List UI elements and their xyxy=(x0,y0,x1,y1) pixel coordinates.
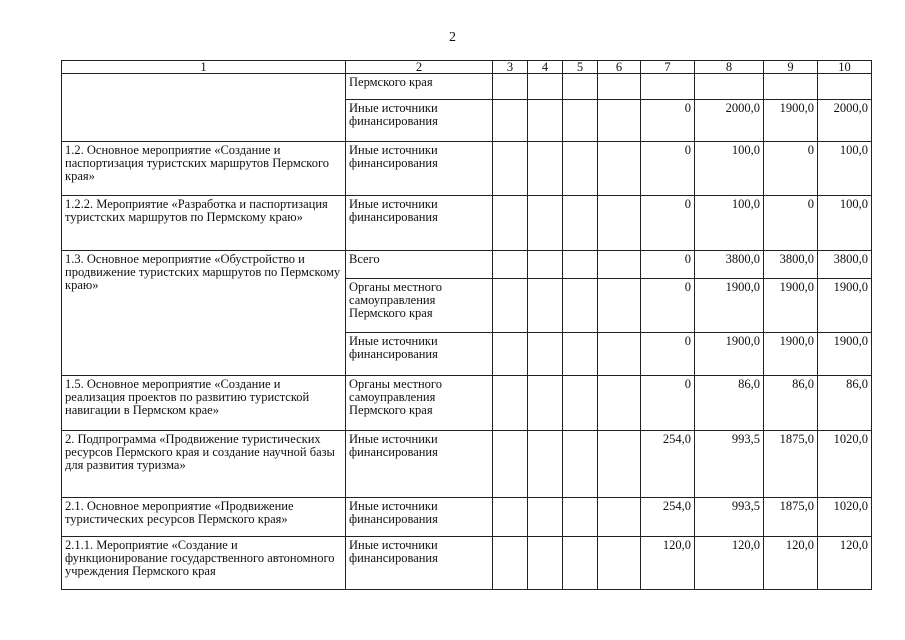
empty-cell xyxy=(598,431,641,498)
value-cell-7: 0 xyxy=(641,251,695,279)
value-cell-7: 0 xyxy=(641,142,695,196)
col-header: 9 xyxy=(764,61,818,74)
value-cell-7: 0 xyxy=(641,100,695,142)
value-cell-10: 1900,0 xyxy=(818,333,872,376)
empty-cell xyxy=(528,333,563,376)
empty-cell xyxy=(598,142,641,196)
value-cell-8: 993,5 xyxy=(695,431,764,498)
source-cell: Иные источники финансирования xyxy=(346,142,493,196)
value-cell-9: 1875,0 xyxy=(764,431,818,498)
value-cell-8: 993,5 xyxy=(695,498,764,537)
activity-cell xyxy=(62,74,346,142)
col-header: 10 xyxy=(818,61,872,74)
activity-cell: 1.5. Основное мероприятие «Создание и реализация проектов по развитию туристской навигации в Пермском крае» xyxy=(62,376,346,431)
page-number: 2 xyxy=(449,30,456,45)
source-cell: Иные источники финансирования xyxy=(346,537,493,590)
value-cell-7: 0 xyxy=(641,279,695,333)
value-cell-7: 254,0 xyxy=(641,431,695,498)
value-cell-8: 1900,0 xyxy=(695,333,764,376)
col-header: 5 xyxy=(563,61,598,74)
empty-cell xyxy=(598,333,641,376)
empty-cell xyxy=(528,537,563,590)
table-row xyxy=(62,537,872,590)
empty-cell xyxy=(528,498,563,537)
empty-cell xyxy=(563,196,598,251)
empty-cell xyxy=(528,431,563,498)
empty-cell xyxy=(598,376,641,431)
activity-cell: 2.1. Основное мероприятие «Продвижение туристических ресурсов Пермского края» xyxy=(62,498,346,537)
col-header: 4 xyxy=(528,61,563,74)
table-row xyxy=(62,431,872,498)
value-cell-10: 1020,0 xyxy=(818,498,872,537)
source-cell: Иные источники финансирования xyxy=(346,100,493,142)
table-row xyxy=(62,74,872,100)
activity-cell: 2. Подпрограмма «Продвижение туристических ресурсов Пермского края и создание научной базы для развития туризма» xyxy=(62,431,346,498)
value-cell-9: 3800,0 xyxy=(764,251,818,279)
empty-cell xyxy=(598,279,641,333)
value-cell-10: 3800,0 xyxy=(818,251,872,279)
value-cell-9: 1900,0 xyxy=(764,279,818,333)
col-header: 7 xyxy=(641,61,695,74)
empty-cell xyxy=(528,74,563,100)
value-cell-10: 2000,0 xyxy=(818,100,872,142)
value-cell-9: 1900,0 xyxy=(764,333,818,376)
value-cell-10: 1020,0 xyxy=(818,431,872,498)
empty-cell xyxy=(563,537,598,590)
empty-cell xyxy=(528,251,563,279)
value-cell-9: 1900,0 xyxy=(764,100,818,142)
empty-cell xyxy=(563,74,598,100)
empty-cell xyxy=(528,142,563,196)
value-cell-8: 2000,0 xyxy=(695,100,764,142)
empty-cell xyxy=(598,74,641,100)
activity-cell: 1.2.2. Мероприятие «Разработка и паспортизация туристских маршрутов по Пермскому краю» xyxy=(62,196,346,251)
source-cell: Иные источники финансирования xyxy=(346,498,493,537)
value-cell-8: 86,0 xyxy=(695,376,764,431)
empty-cell xyxy=(493,74,528,100)
empty-cell xyxy=(528,196,563,251)
value-cell-8: 1900,0 xyxy=(695,279,764,333)
table-row xyxy=(62,498,872,537)
source-cell: Иные источники финансирования xyxy=(346,431,493,498)
empty-cell xyxy=(493,196,528,251)
value-cell-7: 0 xyxy=(641,333,695,376)
empty-cell xyxy=(563,431,598,498)
empty-cell xyxy=(493,142,528,196)
empty-cell xyxy=(563,498,598,537)
empty-cell xyxy=(598,537,641,590)
value-cell-8: 120,0 xyxy=(695,537,764,590)
value-cell-10 xyxy=(818,74,872,100)
value-cell-8: 3800,0 xyxy=(695,251,764,279)
empty-cell xyxy=(493,376,528,431)
value-cell-9: 86,0 xyxy=(764,376,818,431)
value-cell-8: 100,0 xyxy=(695,142,764,196)
source-cell: Всего xyxy=(346,251,493,279)
source-cell: Органы местного самоуправления Пермского края xyxy=(346,279,493,333)
empty-cell xyxy=(528,279,563,333)
table-row xyxy=(62,376,872,431)
col-header: 8 xyxy=(695,61,764,74)
value-cell-10: 120,0 xyxy=(818,537,872,590)
value-cell-9: 0 xyxy=(764,196,818,251)
value-cell-7: 0 xyxy=(641,376,695,431)
empty-cell xyxy=(563,279,598,333)
value-cell-7: 120,0 xyxy=(641,537,695,590)
empty-cell xyxy=(493,537,528,590)
empty-cell xyxy=(493,100,528,142)
empty-cell xyxy=(528,376,563,431)
empty-cell xyxy=(598,251,641,279)
table-row xyxy=(62,251,872,279)
header-row xyxy=(62,61,872,74)
value-cell-7: 254,0 xyxy=(641,498,695,537)
value-cell-8: 100,0 xyxy=(695,196,764,251)
source-cell: Пермского края xyxy=(346,74,493,100)
value-cell-7 xyxy=(641,74,695,100)
value-cell-10: 100,0 xyxy=(818,196,872,251)
empty-cell xyxy=(493,498,528,537)
value-cell-9 xyxy=(764,74,818,100)
value-cell-10: 86,0 xyxy=(818,376,872,431)
financing-table xyxy=(61,60,872,590)
col-header: 1 xyxy=(62,61,346,74)
value-cell-9: 1875,0 xyxy=(764,498,818,537)
empty-cell xyxy=(563,333,598,376)
source-cell: Иные источники финансирования xyxy=(346,196,493,251)
activity-cell: 1.2. Основное мероприятие «Создание и паспортизация туристских маршрутов Пермского края» xyxy=(62,142,346,196)
col-header: 6 xyxy=(598,61,641,74)
empty-cell xyxy=(493,333,528,376)
value-cell-9: 0 xyxy=(764,142,818,196)
value-cell-9: 120,0 xyxy=(764,537,818,590)
table-row xyxy=(62,196,872,251)
empty-cell xyxy=(528,100,563,142)
source-cell: Органы местного самоуправления Пермского края xyxy=(346,376,493,431)
value-cell-8 xyxy=(695,74,764,100)
empty-cell xyxy=(598,100,641,142)
empty-cell xyxy=(493,279,528,333)
value-cell-7: 0 xyxy=(641,196,695,251)
empty-cell xyxy=(563,142,598,196)
col-header: 2 xyxy=(346,61,493,74)
activity-cell: 2.1.1. Мероприятие «Создание и функционирование государственного автономного учреждения Пермского края xyxy=(62,537,346,590)
source-cell: Иные источники финансирования xyxy=(346,333,493,376)
empty-cell xyxy=(563,100,598,142)
table-row xyxy=(62,142,872,196)
empty-cell xyxy=(493,251,528,279)
value-cell-10: 1900,0 xyxy=(818,279,872,333)
empty-cell xyxy=(563,376,598,431)
value-cell-10: 100,0 xyxy=(818,142,872,196)
empty-cell xyxy=(598,196,641,251)
empty-cell xyxy=(563,251,598,279)
col-header: 3 xyxy=(493,61,528,74)
empty-cell xyxy=(493,431,528,498)
empty-cell xyxy=(598,498,641,537)
activity-cell: 1.3. Основное мероприятие «Обустройство и продвижение туристских маршрутов по Пермскому краю» xyxy=(62,251,346,376)
